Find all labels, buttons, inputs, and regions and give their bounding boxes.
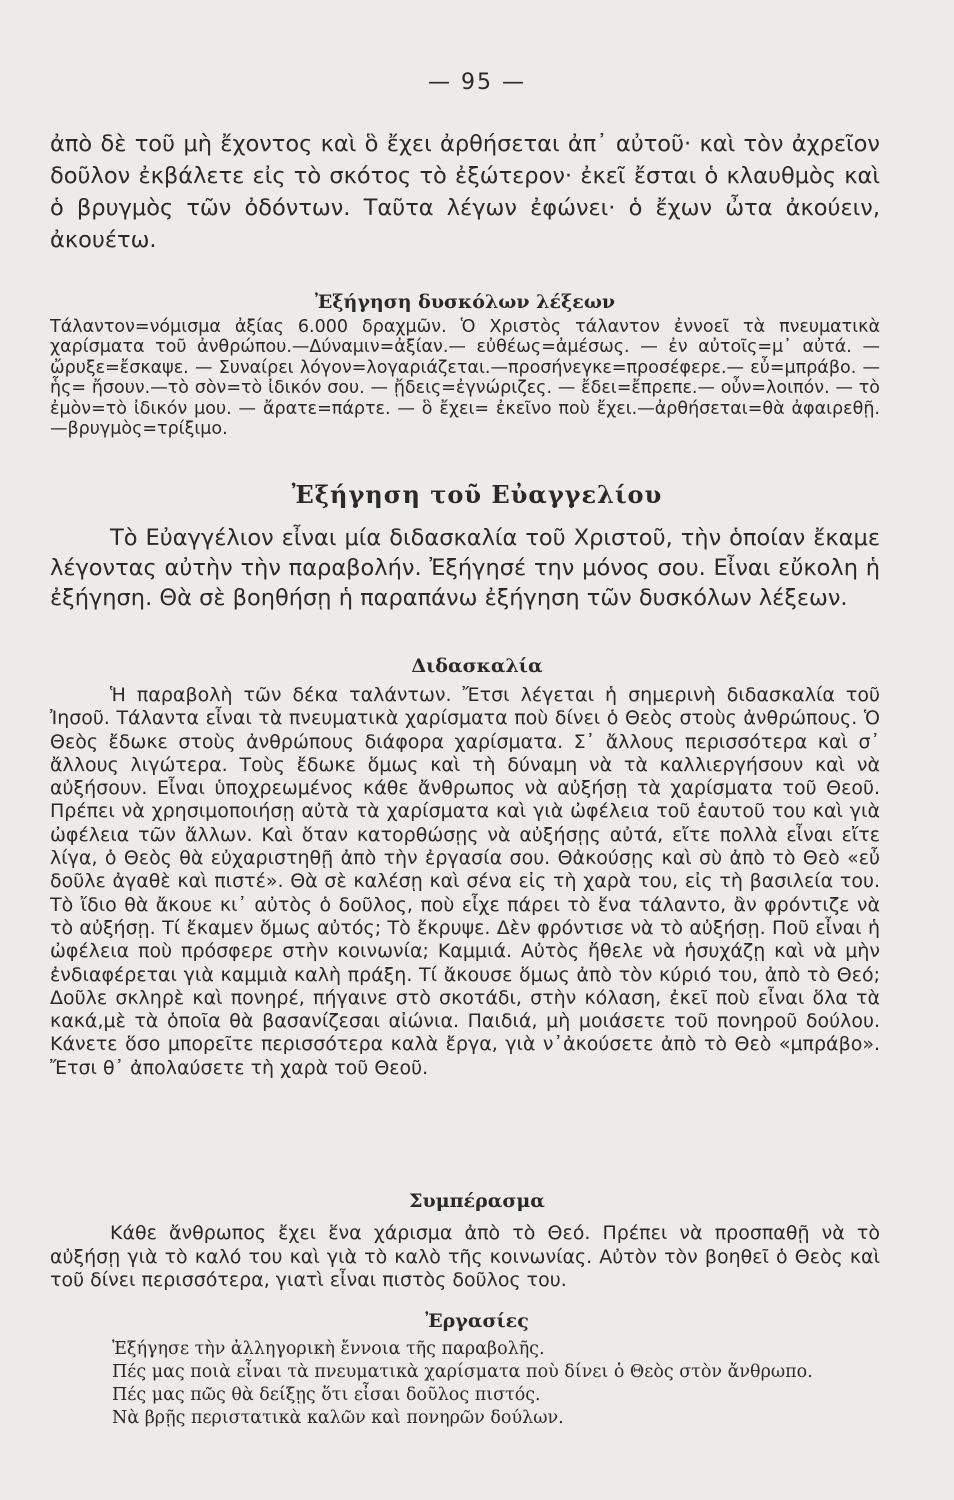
intro-section: [50, 128, 880, 256]
glossary-section: [50, 292, 880, 440]
page-number: — 95 —: [428, 70, 526, 95]
tasks-heading-wrap: [0, 1310, 954, 1332]
gospel-paragraph: Τὸ Εὐαγγέλιον εἶναι μία διδασκαλία τοῦ Χριστοῦ, τὴν ὁποίαν ἔκαμε λέγοντας αὐτὴν τὴν παραβολήν. Ἐξήγησέ την μόνος σου. Εἶναι εὔκολη ἡ ἐξήγηση. Θὰ σὲ βοηθήσῃ ἡ παραπάνω ἐξήγηση τῶν δυσκόλων λέξεων.: [50, 525, 880, 611]
conclusion-heading: Συμπέρασμα: [409, 1190, 545, 1212]
intro-paragraph: ἀπὸ δὲ τοῦ μὴ ἔχοντος καὶ ὃ ἔχει ἀρθήσεται ἀπ᾿ αὐτοῦ· καὶ τὸν ἀχρεῖον δοῦλον ἐκβάλετε εἰς τὸ σκότος τὸ ἐξώτερον· ἐκεῖ ἔσται ὁ κλαυθμὸς καὶ ὁ βρυγμὸς τῶν ὀδόντων. Ταῦτα λέγων ἐφώνει· ὁ ἔχων ὦτα ἀκούειν, ἀκουέτω.: [50, 131, 880, 253]
conclusion-heading-wrap: [0, 1190, 954, 1212]
conclusion-paragraph: Κάθε ἄνθρωπος ἔχει ἕνα χάρισμα ἀπὸ τὸ Θεό. Πρέπει νὰ προσπαθῇ νὰ τὸ αὐξήσῃ γιὰ τὸ καλό του καὶ γιὰ τὸ καλὸ τῆς κοινωνίας. Αὐτὸν τὸν βοηθεῖ ὁ Θεὸς καὶ τοῦ δίνει περισσότερα, γιατὶ εἶναι πιστὸς δοῦλος του.: [50, 1222, 880, 1291]
task-item: Ἐξήγησε τὴν ἀλληγορικὴ ἔννοια τῆς παραβολῆς.: [112, 1339, 545, 1359]
glossary-paragraph: Τάλαντον=νόμισμα ἀξίας 6.000 δραχμῶν. Ὁ Χριστὸς τάλαντον ἐννοεῖ τὰ πνευματικὰ χαρίσματα τοῦ ἀνθρώπου.—Δύναμιν=ἀξίαν.— εὐθέως=ἀμέσως. — ἐν αὐτοῖς=μ᾿ αὐτά. — ὤρυξε=ἔσκαψε. — Συναίρει λόγον=λογαριάζεται.—προσήνεγκε=προσέφερε.— εὖ=μπράβο. — ἧς= ἤσουν.—τὸ σὸν=τὸ ἰδικόν σου. — ᾔδεις=ἐγνώριζες. — ἔδει=ἔπρεπε.— οὖν=λοιπόν. — τὸ ἐμὸν=τὸ ἰδικόν μου. — ἄρατε=πάρτε. — ὃ ἔχει= ἐκεῖνο ποὺ ἔχει.—ἀρθήσεται=θὰ ἀφαιρεθῇ.—βρυγμὸς=τρίξιμο.: [50, 316, 880, 439]
teaching-section: [50, 684, 880, 1080]
task-item: Πές μας ποιὰ εἶναι τὰ πνευματικὰ χαρίσματα ποὺ δίνει ὁ Θεὸς στὸν ἄνθρωπο.: [112, 1362, 813, 1382]
gospel-section: [50, 523, 880, 613]
task-item: Πές μας πῶς θὰ δείξῃς ὅτι εἶσαι δοῦλος πιστός.: [112, 1385, 541, 1405]
tasks-heading: Ἐργασίες: [425, 1310, 529, 1332]
gospel-heading: Ἐξήγηση τοῦ Εὐαγγελίου: [291, 480, 663, 509]
teaching-heading-wrap: [0, 655, 954, 677]
teaching-heading: Διδασκαλία: [411, 655, 543, 677]
glossary-heading: Ἐξήγηση δυσκόλων λέξεων: [314, 291, 616, 313]
conclusion-section: [50, 1222, 880, 1293]
tasks-list: [112, 1338, 912, 1430]
task-item: Νὰ βρῇς περιστατικὰ καλῶν καὶ πονηρῶν δούλων.: [112, 1408, 564, 1428]
teaching-paragraph: Ἡ παραβολὴ τῶν δέκα ταλάντων. Ἔτσι λέγεται ἡ σημερινὴ διδασκαλία τοῦ Ἰησοῦ. Τάλαντα εἶναι τὰ πνευματικὰ χαρίσματα ποὺ δίνει ὁ Θεὸς στοὺς ἀνθρώπους. Ὁ Θεὸς ἔδωκε στοὺς ἀνθρώπους διάφορα χαρίσματα. Σ᾿ ἄλλους περισσότερα καὶ σ᾿ ἄλλους λιγώτερα. Τοὺς ἔδωκε ὅμως καὶ τὴ δύναμη νὰ τὰ καλλιεργήσουν καὶ νὰ αὐξήσουν. Εἶναι ὑποχρεωμένος κάθε ἄνθρωπος νὰ αὐξήσῃ τὰ χαρίσματα τοῦ Θεοῦ. Πρέπει νὰ χρησιμοποιήσῃ αὐτὰ τὰ χαρίσματα καὶ γιὰ ὠφέλεια τοῦ ἑαυτοῦ του καὶ γιὰ ὠφέλεια τῶν ἄλλων. Καὶ ὅταν κατορθώσῃς νὰ αὐξήσῃς αὐτά, εἴτε πολλὰ εἶναι εἴτε λίγα, ὁ Θεὸς θὰ εὐχαριστηθῇ ἀπὸ τὴν ἐργασία σου. Θἀκούσῃς καὶ σὺ ἀπὸ τὸ Θεὸ «εὖ δοῦλε ἀγαθὲ καὶ πιστέ». Θὰ σὲ καλέσῃ καὶ σένα εἰς τὴ χαρὰ του, εἰς τὴ βασιλεία του. Τὸ ἴδιο θὰ ἄκουε κι᾿ αὐτὸς ὁ δοῦλος, ποὺ εἶχε πάρει τὸ ἕνα τάλαντο, ἂν φρόντιζε νὰ τὸ αὐξήσῃ. Τί ἔκαμεν ὅμως αὐτός; Τὸ ἔκρυψε. Δὲν φρόντισε νὰ τὸ αὐξήσῃ. Ποῦ εἶναι ἡ ὠφέλεια ποὺ πρόσφερε στὴν κοινωνία; Καμμιά. Αὐτὸς ἤθελε νὰ ἡσυχάζῃ καὶ νὰ μὴν ἐνδιαφέρεται γιὰ καμμιὰ καλὴ πράξη. Τί ἄκουσε ὅμως ἀπὸ τὸν κύριό του, ἀπὸ τὸ Θεό; Δοῦλε σκληρὲ καὶ πονηρέ, πήγαινε στὸ σκοτάδι, στὴν κόλαση, ἐκεῖ ποὺ εἶναι ὅλα τὰ κακά,μὲ τὰ ὁποῖα θὰ βασανίζεσαι αἰώνια. Παιδιά, μὴ μοιάσετε τοῦ πονηροῦ δούλου. Κάνετε ὅσο μπορεῖτε περισσότερα καλὰ ἔργα, γιὰ ν᾿ἀκούσετε ἀπὸ τὸ Θεὸ «μπράβο». Ἔτσι θ᾿ ἀπολαύσετε τὴ χαρὰ τοῦ Θεοῦ.: [50, 684, 880, 1079]
